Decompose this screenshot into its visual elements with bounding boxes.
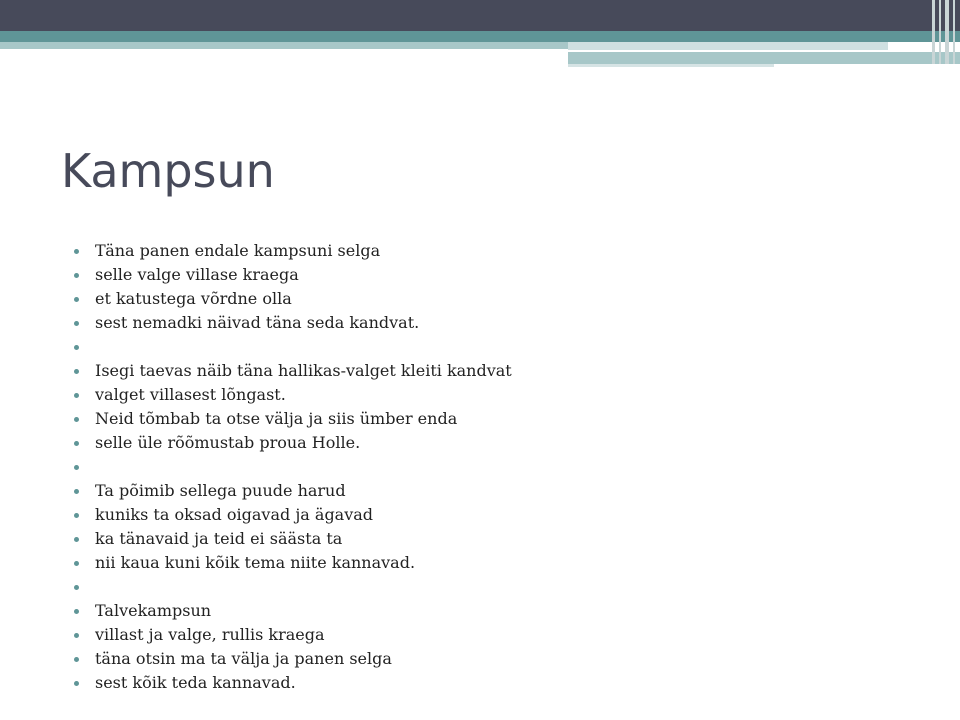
bullet-item — [72, 671, 512, 695]
bullet-dot-icon — [74, 561, 79, 566]
bullet-text: kuniks ta oksad oigavad ja ägavad — [95, 505, 374, 524]
bullet-text: Talvekampsun — [95, 601, 212, 620]
bullet-dot-icon — [74, 657, 79, 662]
bullet-dot-icon — [74, 441, 79, 446]
bullet-item — [72, 503, 512, 527]
bullet-item — [72, 239, 512, 263]
bullet-dot-icon — [74, 513, 79, 518]
bullet-dot-icon — [74, 585, 79, 590]
bullet-item — [72, 551, 512, 575]
bullet-dot-icon — [74, 273, 79, 278]
bullet-text: et katustega võrdne olla — [95, 289, 292, 308]
bullet-item — [72, 263, 512, 287]
bullet-text: Ta põimib sellega puude harud — [95, 481, 346, 500]
bullet-dot-icon — [74, 345, 79, 350]
bullet-text: selle üle rõõmustab proua Holle. — [95, 433, 361, 452]
bullet-dot-icon — [74, 537, 79, 542]
bullet-dot-icon — [74, 249, 79, 254]
bullet-item — [72, 407, 512, 431]
bullet-dot-icon — [74, 297, 79, 302]
bullet-dot-icon — [74, 393, 79, 398]
bullet-item — [72, 623, 512, 647]
bullet-dot-icon — [74, 417, 79, 422]
bullet-item — [72, 455, 512, 479]
bullet-text: selle valge villase kraega — [95, 265, 299, 284]
bullet-item — [72, 647, 512, 671]
header-edge-lines — [930, 0, 960, 64]
bullet-item — [72, 575, 512, 599]
bullet-item — [72, 335, 512, 359]
bullet-item — [72, 359, 512, 383]
slide-title: Kampsun — [61, 144, 275, 198]
header-accent-strip — [568, 52, 960, 64]
bullet-dot-icon — [74, 489, 79, 494]
bullet-item — [72, 383, 512, 407]
header-bar — [0, 0, 960, 31]
bullet-text: nii kaua kuni kõik tema niite kannavad. — [95, 553, 416, 572]
bullet-list — [72, 239, 512, 695]
bullet-item — [72, 287, 512, 311]
bullet-text: Isegi taevas näib täna hallikas-valget kleiti kandvat — [95, 361, 512, 380]
bullet-dot-icon — [74, 321, 79, 326]
bullet-item — [72, 479, 512, 503]
bullet-item — [72, 311, 512, 335]
bullet-dot-icon — [74, 633, 79, 638]
bullet-text: ka tänavaid ja teid ei säästa ta — [95, 529, 343, 548]
bullet-dot-icon — [74, 681, 79, 686]
bullet-dot-icon — [74, 465, 79, 470]
bullet-text: villast ja valge, rullis kraega — [95, 625, 325, 644]
header-accent-strip — [568, 42, 888, 50]
header-accent-band-light — [0, 42, 568, 49]
bullet-item — [72, 431, 512, 455]
bullet-item — [72, 599, 512, 623]
header-accent-strip — [568, 64, 774, 67]
bullet-item — [72, 527, 512, 551]
bullet-text: Neid tõmbab ta otse välja ja siis ümber enda — [95, 409, 458, 428]
bullet-text: valget villasest lõngast. — [95, 385, 286, 404]
bullet-text: sest nemadki näivad täna seda kandvat. — [95, 313, 420, 332]
bullet-text: Täna panen endale kampsuni selga — [95, 241, 381, 260]
bullet-text: sest kõik teda kannavad. — [95, 673, 296, 692]
header-accent-band — [0, 31, 960, 42]
bullet-dot-icon — [74, 369, 79, 374]
bullet-text: täna otsin ma ta välja ja panen selga — [95, 649, 392, 668]
bullet-dot-icon — [74, 609, 79, 614]
